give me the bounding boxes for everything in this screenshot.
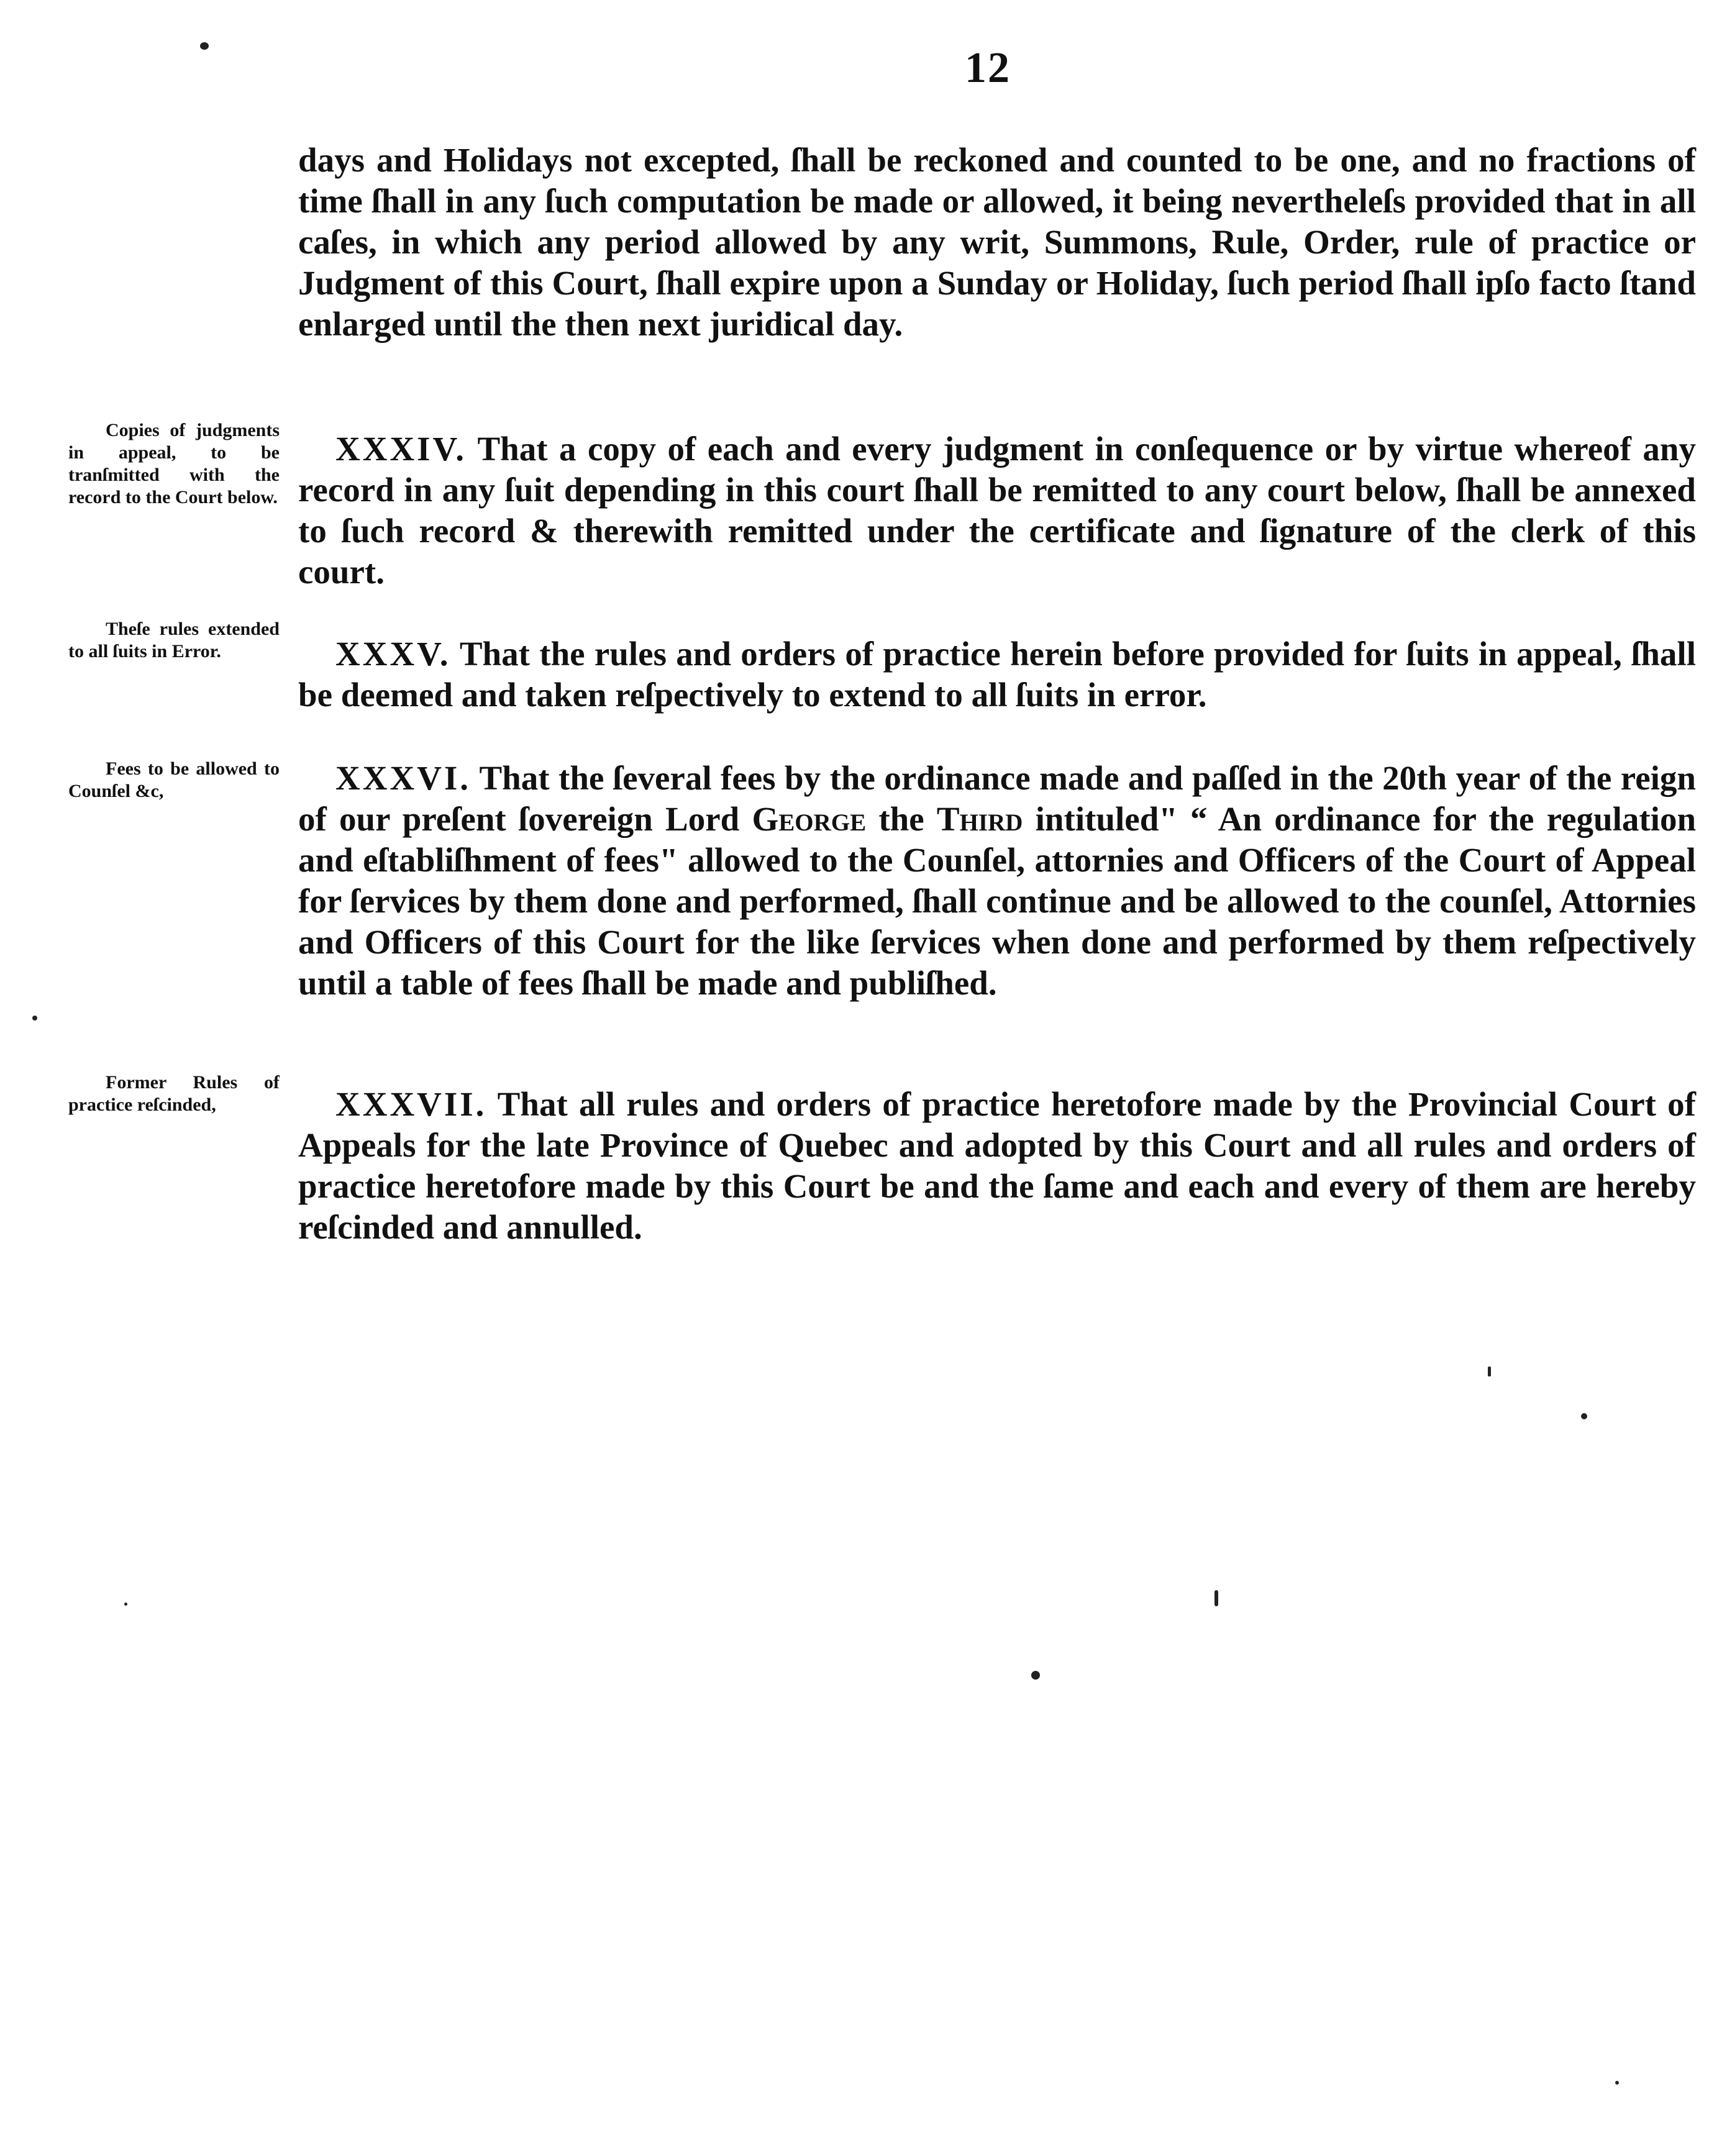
paragraph-text: days and Holidays not excepted, ſhall be reckoned and counted to be one, and no fractions of time ſhall in any ſuch computation be made or allowed, it being nevertheleſs provided that in all caſes, in which any period allowed by any writ, Summons, Rule, Order, rule of practice or Judgment of this Court, ſhall expire upon a Sunday or Holiday, ſuch period ſhall ipſo facto ſtand enlarged until the then next juridical day. xyxy=(298,141,1696,343)
scan-speck xyxy=(1615,2081,1619,2085)
paragraph-numeral: XXXVII. xyxy=(335,1085,487,1123)
paragraph-text: That the rules and orders of practice herein before provided for ſuits in appeal, ſhall be deemed and taken reſpectively to extend to all ſuits in error. xyxy=(298,635,1696,714)
paragraph-text: That a copy of each and every judgment in conſequence or by virtue whereof any record in any ſuit depending in this court ſhall be remitted to any court below, ſhall be annexed to ſuch record & therewith remitted under the certificate and ſignature of the clerk of this court. xyxy=(298,430,1696,591)
royal-name-third: Third xyxy=(936,800,1023,838)
margin-note-rules-extended: Theſe rules extended to all ſuits in Error. xyxy=(68,619,280,662)
paragraph-numeral: XXXV. xyxy=(335,635,451,673)
scan-speck xyxy=(32,1016,37,1021)
paragraph-text-after: intituled" “ An ordinance for the regulation and eſtabliſhment of fees" allowed to the Counſel, attornies and Officers of the Court of Appeal for ſervices by them done and performed, ſhall continue and be allowed to the counſel, Attornies and Officers of this Court for the like ſervices when done and performed by them reſpectively until a table of fees ſhall be made and publiſhed. xyxy=(298,800,1697,1002)
paragraph-numeral: XXXIV. xyxy=(335,430,467,468)
margin-note-former-rules: Former Rules of practice reſcinded, xyxy=(68,1072,280,1115)
paragraph-continuation xyxy=(298,140,1696,345)
paragraph-xxxvi xyxy=(298,758,1696,1004)
scan-speck xyxy=(1214,1590,1218,1606)
paragraph-text-middle: the xyxy=(878,800,924,838)
page-number: 12 xyxy=(965,44,1011,92)
paragraph-xxxiv xyxy=(298,429,1696,593)
paragraph-numeral: XXXVI. xyxy=(335,759,472,797)
scan-speck xyxy=(1488,1367,1491,1376)
royal-name-george: George xyxy=(752,800,867,838)
scan-speck xyxy=(1031,1671,1040,1680)
scan-speck xyxy=(124,1603,127,1606)
paragraph-xxxv xyxy=(298,634,1696,716)
margin-note-fees: Fees to be allowed to Counſel &c, xyxy=(68,758,280,801)
paragraph-text: That all rules and orders of practice heretofore made by the Provincial Court of Appeals for the late Province of Quebec and adopted by this Court and all rules and orders of practice heretofore made by this Court be and the ſame and each and every of them are hereby reſcinded and annulled. xyxy=(298,1085,1696,1246)
paragraph-text-before: That the ſeveral fees by the ordinance made and paſſed in the 20th year of the reign of our preſent ſovereign Lord xyxy=(298,759,1696,838)
paragraph-xxxvii xyxy=(298,1084,1696,1248)
scan-speck xyxy=(1581,1413,1587,1419)
margin-note-copies-of-judgments: Copies of judgments in appeal, to be tranſmitted with the record to the Court below. xyxy=(68,420,280,507)
scan-speck xyxy=(200,42,209,50)
